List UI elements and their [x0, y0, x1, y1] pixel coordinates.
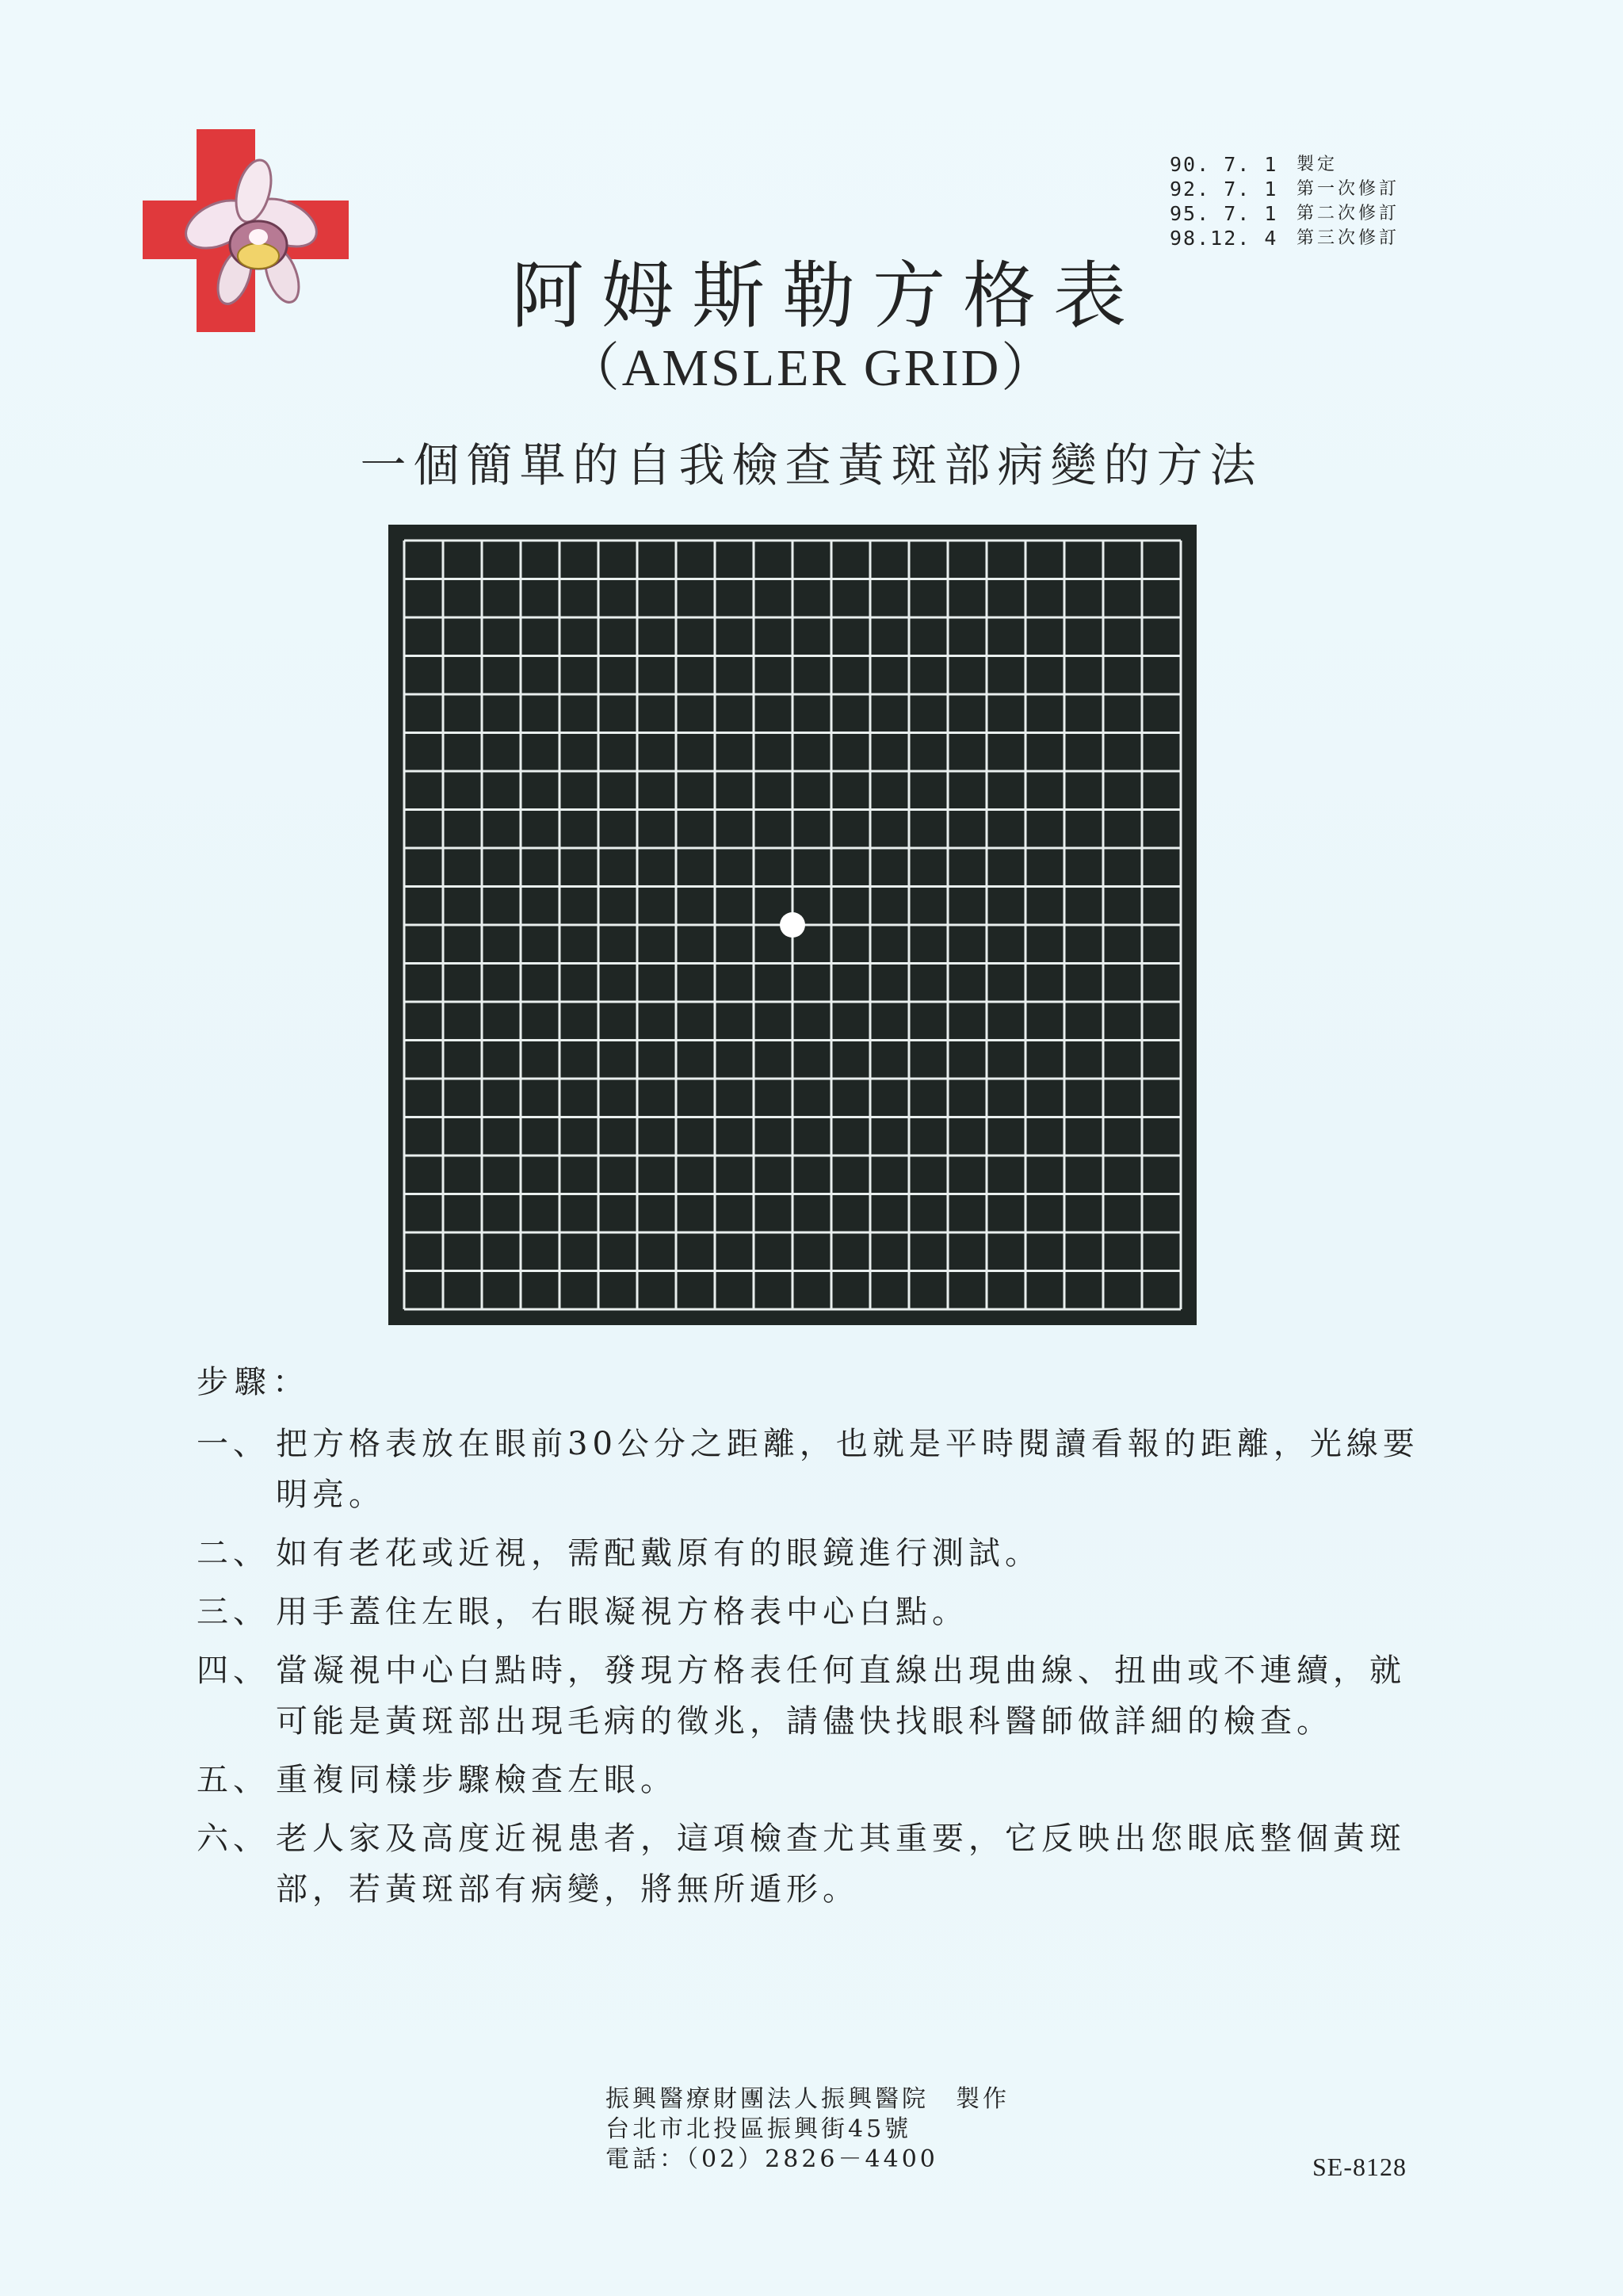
revision-row — [1170, 201, 1400, 226]
step-text: 當凝視中心白點時，發現方格表任何直線出現曲線、扭曲或不連續，就可能是黃斑部出現毛病的徵兆，請儘快找眼科醫師做詳細的檢查。 — [276, 1652, 1406, 1740]
footer-phone: 電話：（02）2826－4400 — [605, 2145, 938, 2173]
step-text: 如有老花或近視，需配戴原有的眼鏡進行測試。 — [276, 1535, 1041, 1572]
page-title: 阿姆斯勒方格表 — [510, 254, 1144, 338]
step-number: 五、 — [197, 1762, 269, 1798]
step-number: 一、 — [197, 1426, 269, 1462]
document-code: SE-8128 — [1312, 2153, 1407, 2181]
page-subtitle: 一個簡單的自我檢查黃斑部病變的方法 — [360, 438, 1263, 492]
steps-list — [197, 1419, 1433, 1923]
revision-date: 90. 7. 1 — [1170, 153, 1278, 176]
revision-note: 第二次修訂 — [1296, 204, 1400, 223]
revision-date: 95. 7. 1 — [1170, 202, 1278, 225]
step-number: 三、 — [197, 1594, 269, 1630]
revision-note: 第三次修訂 — [1296, 228, 1400, 248]
revision-row — [1170, 152, 1400, 177]
step-item — [197, 1755, 1433, 1805]
revision-history — [1170, 152, 1400, 250]
revision-row — [1170, 177, 1400, 201]
step-item — [197, 1587, 1433, 1637]
step-item — [197, 1419, 1433, 1520]
revision-date: 92. 7. 1 — [1170, 178, 1278, 201]
step-item — [197, 1645, 1433, 1747]
step-number: 四、 — [197, 1652, 269, 1689]
revision-date: 98.12. 4 — [1170, 227, 1278, 250]
step-text: 把方格表放在眼前30公分之距離，也就是平時閱讀看報的距離，光線要明亮。 — [276, 1426, 1419, 1513]
footer-address: 台北市北投區振興街45號 — [605, 2115, 912, 2143]
step-text: 老人家及高度近視患者，這項檢查尤其重要，它反映出您眼底整個黃斑部，若黃斑部有病變，將無所遁形。 — [276, 1820, 1406, 1908]
step-item — [197, 1528, 1433, 1579]
step-item — [197, 1813, 1433, 1915]
revision-note: 第一次修訂 — [1296, 179, 1400, 199]
steps-heading: 步驟： — [197, 1364, 311, 1400]
revision-note: 製定 — [1296, 155, 1338, 174]
step-number: 二、 — [197, 1535, 269, 1572]
step-text: 用手蓋住左眼，右眼凝視方格表中心白點。 — [276, 1594, 968, 1630]
footer — [605, 2084, 1010, 2175]
step-number: 六、 — [197, 1820, 269, 1857]
step-text: 重複同樣步驟檢查左眼。 — [276, 1762, 677, 1798]
page-title-english: （AMSLER GRID） — [567, 339, 1056, 397]
amsler-grid — [388, 525, 1197, 1325]
footer-producer: 振興醫療財團法人振興醫院 製作 — [605, 2085, 1010, 2113]
grid-center-dot — [780, 912, 805, 938]
